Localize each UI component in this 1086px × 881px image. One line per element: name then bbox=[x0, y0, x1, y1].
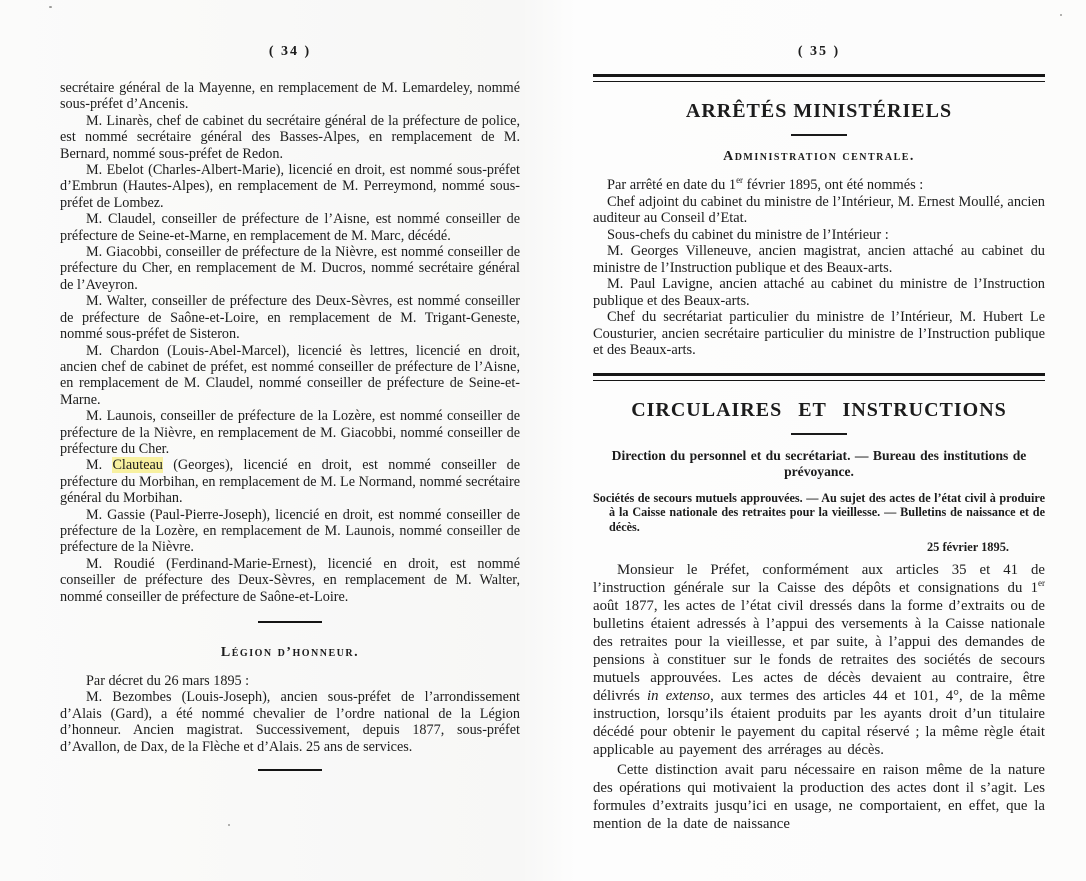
paragraph: M. Claudel, conseiller de préfecture de l’Aisne, est nommé conseiller de préfecture de Seine-et-Marne, en remplacement de M. Marc, décédé. bbox=[60, 211, 520, 244]
paragraph: M. Paul Lavigne, ancien attaché au cabinet du ministre de l’Instruction publique et des Beaux-arts. bbox=[593, 276, 1045, 309]
circular-subject: Sociétés de secours mutuels approuvées. — Au sujet des actes de l’état civil à produire à la Caisse nationale des retraites pour la vieillesse. — Bulletins de naissance et de décès. bbox=[593, 490, 1045, 535]
paragraph: M. Georges Villeneuve, ancien magistrat, ancien attaché au cabinet du ministre de l’Instruction publique et des Beaux-arts. bbox=[593, 243, 1045, 276]
paragraph-with-highlight bbox=[60, 457, 520, 506]
circulaires-instructions-title: CIRCULAIRES ET INSTRUCTIONS bbox=[631, 398, 1007, 421]
page-35 bbox=[593, 44, 1045, 833]
paragraph: M. Launois, conseiller de préfecture de la Lozère, est nommé conseiller de préfecture de la Nièvre, en remplacement de M. Giacobbi, nommé conseiller de préfecture du Cher. bbox=[60, 408, 520, 457]
paragraph: M. Chardon (Louis-Abel-Marcel), licencié ès lettres, licencié en droit, ancien chef de cabinet de préfet, est nommé conseiller de préfecture de l’Aisne, en remplacement de M. Claudel, nommé conseiller de préfecture de Seine-et-Marne. bbox=[60, 342, 520, 408]
section-divider-rule bbox=[258, 769, 322, 771]
intro-text: février 1895, ont été nommés : bbox=[743, 177, 924, 193]
direction-heading: Direction du personnel et du secrétariat. — Bureau des institutions de prévoyance. bbox=[611, 447, 1027, 479]
scan-speck bbox=[49, 6, 52, 8]
section-divider-rule bbox=[258, 621, 322, 623]
circular-date: 25 février 1895. bbox=[926, 539, 1009, 554]
scan-speck bbox=[228, 824, 230, 826]
administration-centrale-subheading: Administration centrale. bbox=[723, 149, 915, 164]
scan-speck bbox=[1060, 14, 1062, 16]
paragraph: M. Walter, conseiller de préfecture des Deux-Sèvres, est nommé conseiller de préfecture de Saône-et-Loire, en remplacement de M. Trigant-Geneste, nommé sous-préfet de Sisteron. bbox=[60, 293, 520, 343]
heading-rule bbox=[791, 433, 847, 435]
circular-body-paragraph: Cette distinction avait paru nécessaire en raison même de la nature des opérations qui motivaient la production des actes dont il s’agit. Les formules d’extraits jusqu’ici en usage, ne comportaient, en effet, que la mention de la date de naissance bbox=[593, 761, 1045, 832]
decree-intro: Par décret du 26 mars 1895 : bbox=[86, 673, 250, 689]
paragraph: M. Ebelot (Charles-Albert-Marie), licencié en droit, est nommé sous-préfet d’Embrun (Hautes-Alpes), en remplacement de M. Perreymond, nommé sous-préfet de Lombez. bbox=[60, 162, 520, 211]
body-text: Monsieur le Préfet, conformément aux articles 35 et 41 de l’instruction générale sur la Caisse des dépôts et consignations du 1 bbox=[593, 561, 1045, 596]
paragraph: M. Gassie (Paul-Pierre-Joseph), licencié en droit, est nommé conseiller de préfecture de la Lozère, en remplacement de M. Launois, nommé conseiller de préfecture de la Nièvre. bbox=[60, 506, 520, 556]
heading-rule bbox=[791, 134, 847, 136]
paragraph: secrétaire général de la Mayenne, en remplacement de M. Lemardeley, nommé sous-préfet d’Ancenis. bbox=[60, 80, 520, 113]
text-after-highlight: (Georges), licencié en droit, est nommé conseiller de préfecture du Morbihan, en remplacement de M. Le Normand, nommé secrétaire général du Morbihan. bbox=[60, 457, 520, 507]
page-number-right: ( 35 ) bbox=[797, 44, 841, 59]
body-text: , aux termes des articles 44 et 101, 4°, de la même instruction, lorsqu’ils étaient produits par les ayants droit d’un titulaire décédé pour obtenir le payement du capital réservé ; la même règle était applicable au payement des arrérages au décès. bbox=[593, 687, 1046, 758]
paragraph: M. Giacobbi, conseiller de préfecture de la Nièvre, est nommé conseiller de préfecture du Cher, en remplacement de M. Ducros, nommé secrétaire général de l’Aveyron. bbox=[60, 244, 520, 293]
paragraph: M. Linarès, chef de cabinet du secrétaire général de la préfecture de police, est nommé secrétaire général des Basses-Alpes, en remplacement de M. Bernard, nommé sous-préfet de Redon. bbox=[60, 112, 520, 162]
arretes-ministeriels-title: ARRÊTÉS MINISTÉRIELS bbox=[685, 100, 953, 122]
text-before-highlight: M. bbox=[86, 457, 113, 474]
latin-phrase: in extenso bbox=[647, 687, 711, 704]
legion-honneur-heading: Légion d’honneur. bbox=[220, 645, 360, 660]
paragraph: Sous-chefs du cabinet du ministre de l’Intérieur : bbox=[607, 226, 889, 243]
ordinal-superscript: er bbox=[736, 175, 744, 186]
page-34 bbox=[60, 44, 520, 771]
double-rule bbox=[593, 373, 1045, 381]
paragraph: Chef adjoint du cabinet du ministre de l’Intérieur, M. Ernest Moullé, ancien auditeur au Conseil d’Etat. bbox=[593, 193, 1045, 226]
body-text: août 1877, les actes de l’état civil dressés dans la forme d’extraits ou de bulletins étaient adressés à l’appui des versements à la Caisse nationale des retraites pour la vieillesse, et par suite, à l’appui des demandes de pensions à constituer sur le fonds de retraites des sociétés de secours mutuels approuvées. Les actes de décès devaient au contraire, être délivrés bbox=[593, 597, 1045, 704]
paragraph: M. Roudié (Ferdinand-Marie-Ernest), licencié en droit, est nommé conseiller de préfecture des Deux-Sèvres, en remplacement de M. Walter, nommé conseiller de préfecture de Saône-et-Loire. bbox=[60, 555, 520, 605]
circular-body-paragraph bbox=[593, 561, 1045, 759]
arrete-intro bbox=[593, 177, 1045, 194]
double-rule bbox=[593, 74, 1045, 82]
ordinal-superscript: er bbox=[1038, 577, 1045, 588]
search-highlight: Clauteau bbox=[112, 457, 163, 474]
paragraph: Chef du secrétariat particulier du ministre de l’Intérieur, M. Hubert Le Cousturier, ancien secrétaire particulier du ministre de l’Instruction publique et des Beaux-arts. bbox=[593, 309, 1045, 358]
intro-text: Par arrêté en date du 1 bbox=[607, 177, 737, 193]
paragraph: M. Bezombes (Louis-Joseph), ancien sous-préfet de l’arrondissement d’Alais (Gard), a été nommé chevalier de l’ordre national de la Légion d’honneur. Ancien magistrat. Successivement, depuis 1877, sous-préfet d’Avallon, de Dax, de la Flèche et d’Alais. 25 ans de services. bbox=[60, 689, 520, 755]
page-number-left: ( 34 ) bbox=[268, 44, 312, 59]
